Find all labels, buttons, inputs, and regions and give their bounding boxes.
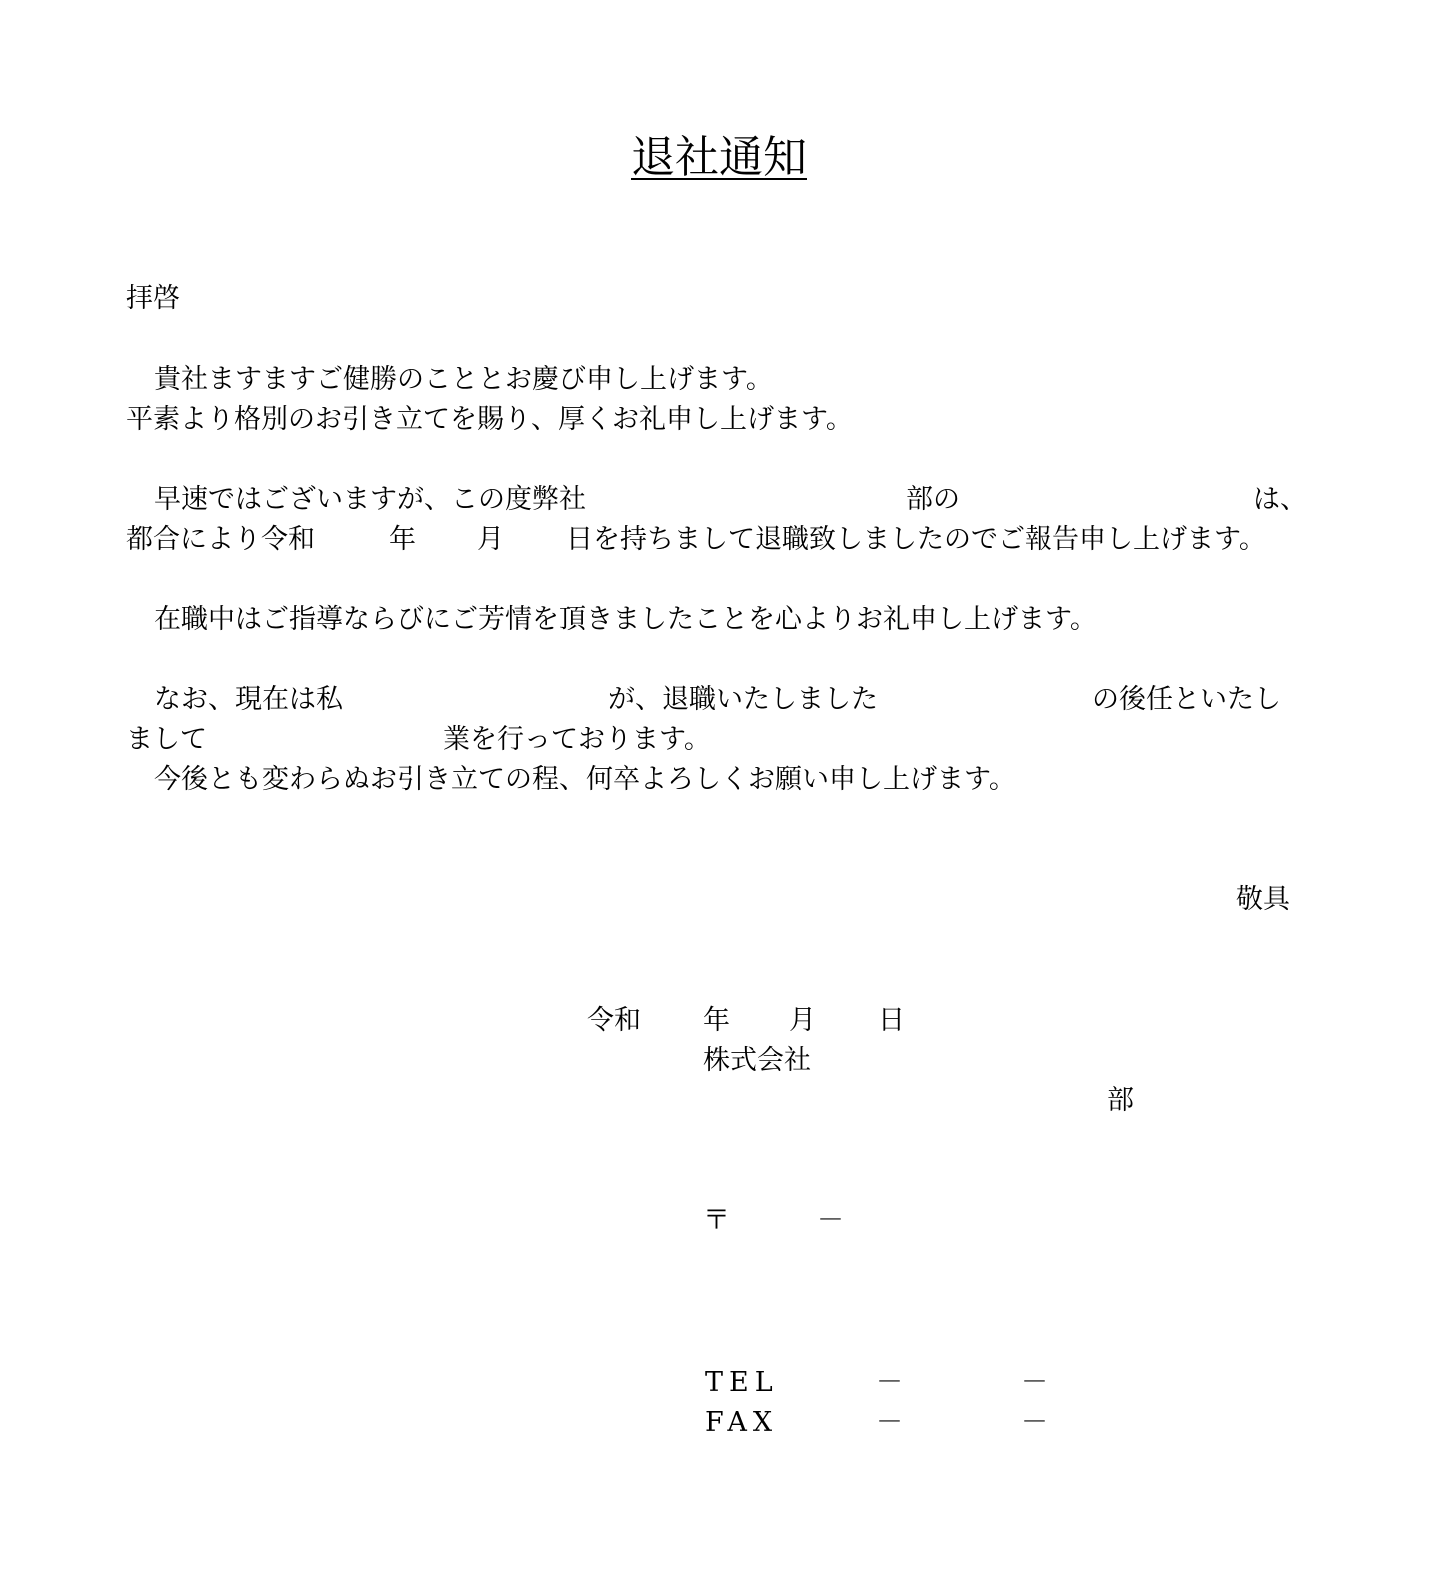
successor-line-1c: の後任といたし xyxy=(1092,684,1281,715)
successor-line-1b: が、退職いたしました xyxy=(608,684,878,715)
postal-dash: － xyxy=(817,1205,844,1236)
announcement-line-2a: 都合により令和 xyxy=(126,524,315,555)
postal-mark: 〒 xyxy=(703,1205,730,1236)
announcement-line-1c: は、 xyxy=(1253,484,1307,515)
salutation: 拝啓 xyxy=(126,283,180,314)
fax-dash-1: － xyxy=(876,1407,903,1438)
signature-month: 月 xyxy=(789,1005,816,1036)
tel-dash-1: － xyxy=(876,1367,903,1398)
successor-line-1a: なお、現在は私 xyxy=(154,684,343,715)
announcement-line-1b: 部の xyxy=(906,484,960,515)
successor-line-3: 今後とも変わらぬお引き立ての程、何卒よろしくお願い申し上げます。 xyxy=(154,764,1016,795)
greeting-line-2: 平素より格別のお引き立てを賜り、厚くお礼申し上げます。 xyxy=(126,404,853,435)
announcement-month: 月 xyxy=(477,524,504,555)
successor-line-2b: 業を行っております。 xyxy=(443,724,711,755)
fax-dash-2: － xyxy=(1021,1407,1048,1438)
fax-label: FAX xyxy=(705,1407,779,1438)
closing: 敬具 xyxy=(1236,884,1290,915)
announcement-line-1a: 早速ではございますが、この度弊社 xyxy=(154,484,586,515)
tel-label: TEL xyxy=(705,1367,779,1398)
signature-company: 株式会社 xyxy=(703,1045,811,1076)
signature-era: 令和 xyxy=(587,1005,641,1036)
tel-dash-2: － xyxy=(1021,1367,1048,1398)
successor-line-2a: まして xyxy=(126,724,207,755)
signature-year: 年 xyxy=(703,1005,730,1036)
signature-department: 部 xyxy=(1107,1085,1134,1116)
signature-day: 日 xyxy=(878,1005,905,1036)
document-title xyxy=(0,128,1438,188)
announcement-year: 年 xyxy=(389,524,416,555)
document-title-text: 退社通知 xyxy=(631,132,807,183)
announcement-line-2d: 日を持ちまして退職致しましたのでご報告申し上げます。 xyxy=(566,524,1266,555)
greeting-line-1: 貴社ますますご健勝のこととお慶び申し上げます。 xyxy=(154,364,773,395)
thanks-line: 在職中はご指導ならびにご芳情を頂きましたことを心よりお礼申し上げます。 xyxy=(154,604,1097,635)
